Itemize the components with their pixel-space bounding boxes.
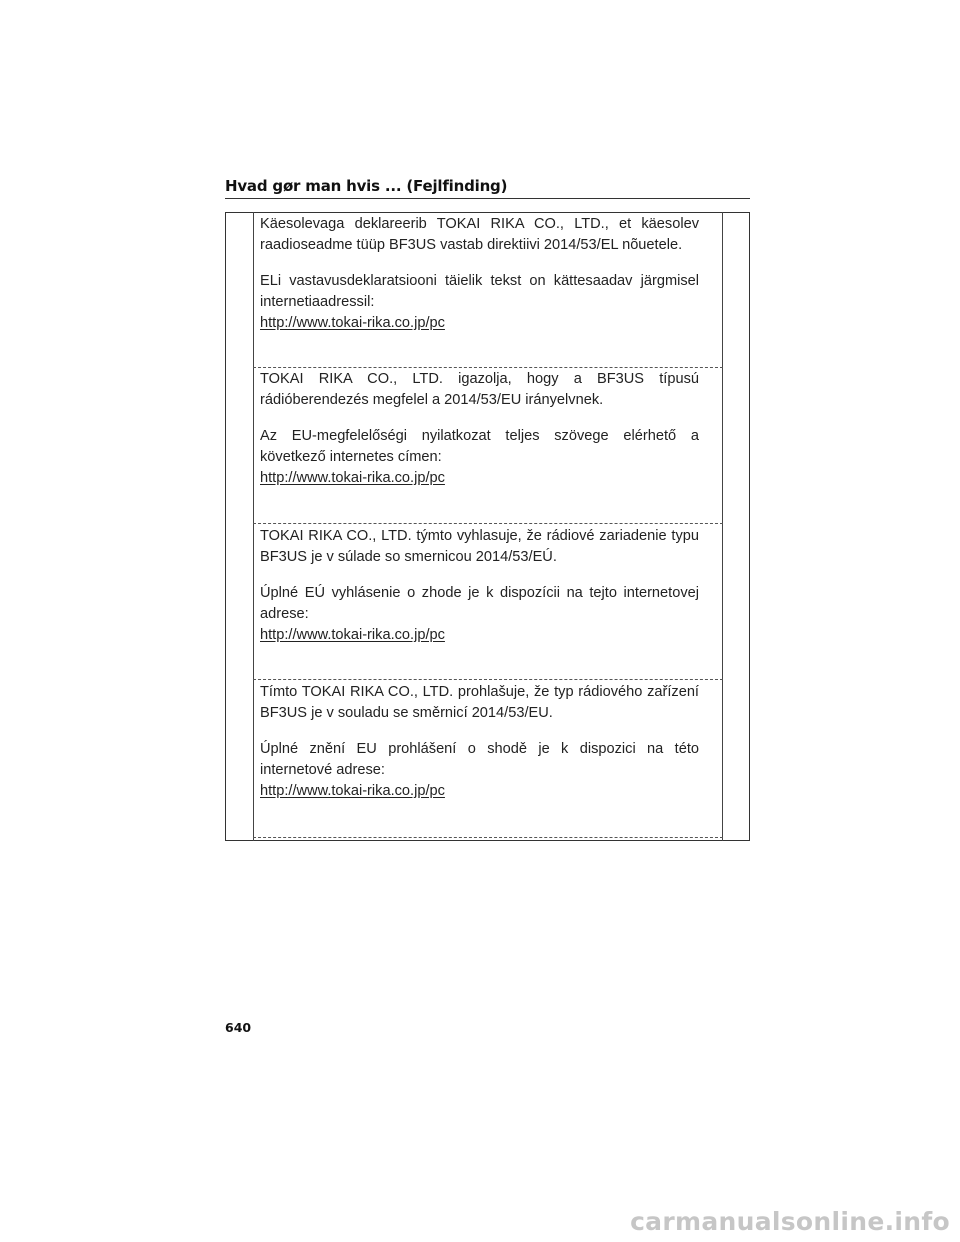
watermark-logo: carmanualsonline.info [630,1207,950,1236]
declaration-statement: TOKAI RIKA CO., LTD. týmto vyhlasuje, že rádiové zariadenie typu BF3US je v súlade so smernicou 2014/53/EÚ. [260,528,699,565]
availability-text: ELi vastavusdeklaratsiooni täielik tekst on kättesaadav järgmisel internetiaadressil: [260,273,699,310]
section-divider [253,679,723,680]
declaration-block-et [260,214,699,334]
section-divider [253,367,723,368]
declaration-url-link[interactable]: http://www.tokai-rika.co.jp/pc [260,470,445,486]
availability-text: Úplné EÚ vyhlásenie o zhode je k dispozícii na tejto internetovej adrese: [260,585,699,622]
page-number: 640 [225,1020,252,1035]
declaration-availability [260,583,699,646]
declaration-availability [260,426,699,489]
declaration-block-cs [260,682,699,802]
declaration-statement: Tímto TOKAI RIKA CO., LTD. prohlašuje, že typ rádiového zařízení BF3US je v souladu se směrnicí 2014/53/EU. [260,684,699,721]
declaration-availability [260,739,699,802]
section-divider [253,523,723,524]
declaration-url-link[interactable]: http://www.tokai-rika.co.jp/pc [260,783,445,799]
availability-text: Úplné znění EU prohlášení o shodě je k dispozici na této internetové adrese: [260,741,699,778]
section-divider [253,837,723,838]
declaration-url-link[interactable]: http://www.tokai-rika.co.jp/pc [260,627,445,643]
header-rule [225,198,750,199]
declaration-statement: Käesolevaga deklareerib TOKAI RIKA CO., LTD., et käesolev raadioseadme tüüp BF3US vastab direktiivi 2014/53/EL nõuetele. [260,216,699,253]
declaration-block-hu [260,369,699,489]
page-header-title: Hvad gør man hvis ... (Fejlfinding) [225,177,508,195]
availability-text: Az EU-megfelelőségi nyilatkozat teljes szövege elérhető a következő internetes címen: [260,428,699,465]
declaration-availability [260,271,699,334]
declaration-block-sk [260,526,699,646]
declaration-url-link[interactable]: http://www.tokai-rika.co.jp/pc [260,315,445,331]
declaration-statement: TOKAI RIKA CO., LTD. igazolja, hogy a BF3US típusú rádióberendezés megfelel a 2014/53/EU irányelvnek. [260,371,699,408]
